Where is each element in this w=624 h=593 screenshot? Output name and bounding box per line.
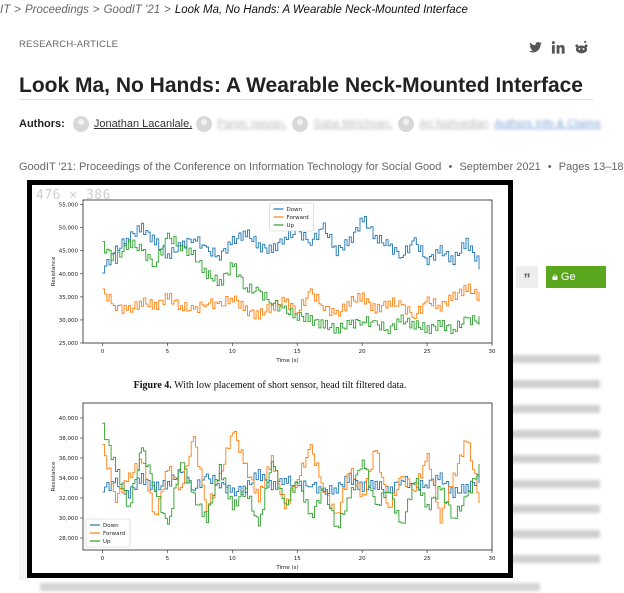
x-tick-label: 15 bbox=[293, 556, 301, 562]
y-tick-label: 35,000 bbox=[58, 294, 78, 301]
avatar bbox=[292, 116, 308, 132]
x-tick-label: 0 bbox=[100, 556, 105, 562]
y-tick-label: 32,000 bbox=[58, 496, 78, 502]
x-tick-label: 20 bbox=[358, 556, 366, 562]
legend-label-up: Up bbox=[103, 539, 111, 545]
breadcrumb-item-it[interactable]: IT bbox=[0, 4, 11, 16]
y-tick-label: 38,000 bbox=[58, 436, 78, 442]
y-axis-label: Resistance bbox=[51, 461, 57, 492]
screenshot-overlay bbox=[27, 180, 513, 578]
author-link[interactable]: Ari Nahvedian bbox=[419, 118, 489, 130]
y-tick-label: 30,000 bbox=[58, 516, 78, 522]
breadcrumb-item-goodit[interactable]: GoodIT '21 bbox=[103, 4, 161, 16]
figure-caption bbox=[32, 380, 508, 391]
publication-date: September 2021 bbox=[459, 161, 541, 173]
page-title: Look Ma, No Hands: A Wearable Neck-Mounted Interface bbox=[19, 74, 583, 98]
figure-caption-text: With low placement of short sensor, head tilt filtered data. bbox=[174, 380, 407, 391]
y-tick-label: 50,000 bbox=[58, 225, 78, 232]
lock-icon: 🔒︎ bbox=[552, 271, 558, 283]
x-tick-label: 10 bbox=[228, 556, 236, 562]
venue-link[interactable]: GoodIT '21: Proceedings of the Conference on Information Technology for Social Good bbox=[19, 161, 442, 173]
get-access-label: Ge bbox=[560, 271, 576, 283]
linkedin-icon[interactable] bbox=[551, 40, 566, 55]
divider bbox=[19, 99, 593, 100]
breadcrumb-current: Look Ma, No Hands: A Wearable Neck-Mounted Interface bbox=[174, 4, 468, 16]
authors-label: Authors: bbox=[19, 118, 65, 130]
author-link[interactable]: Saba Mirichvan, bbox=[313, 118, 393, 130]
article-type-label: RESEARCH-ARTICLE bbox=[19, 39, 119, 50]
y-tick-label: 40,000 bbox=[58, 271, 78, 278]
authors-info-link[interactable]: Authors Info & Claims bbox=[494, 118, 601, 130]
y-axis-label: Resistance bbox=[51, 256, 57, 287]
x-tick-label: 30 bbox=[488, 556, 496, 562]
breadcrumb-separator: > bbox=[164, 4, 171, 16]
x-tick-label: 15 bbox=[293, 349, 301, 355]
avatar bbox=[196, 116, 212, 132]
chart-figure-5 bbox=[32, 395, 508, 573]
breadcrumb-separator: > bbox=[14, 4, 21, 16]
legend-label-down: Down bbox=[103, 523, 119, 529]
x-tick-label: 10 bbox=[228, 349, 236, 355]
figure-preview bbox=[32, 185, 508, 573]
y-tick-label: 34,000 bbox=[58, 476, 78, 482]
cite-button[interactable]: ” bbox=[516, 266, 538, 288]
bullet: • bbox=[448, 161, 453, 173]
y-tick-label: 28,000 bbox=[58, 536, 78, 542]
legend-label-forward: Forward bbox=[103, 531, 126, 537]
avatar bbox=[73, 116, 89, 132]
avatar bbox=[398, 116, 414, 132]
x-tick-label: 0 bbox=[100, 349, 105, 355]
plot-area bbox=[83, 403, 492, 550]
x-axis-label: Time (s) bbox=[276, 565, 299, 571]
y-tick-label: 55,000 bbox=[58, 202, 78, 209]
x-axis-label: Time (s) bbox=[276, 358, 299, 364]
x-tick-label: 5 bbox=[165, 556, 170, 562]
chart-figure-4 bbox=[32, 185, 508, 375]
y-tick-label: 36,000 bbox=[58, 456, 78, 462]
dimension-label: 476 × 386 bbox=[36, 188, 111, 203]
legend-label-down: Down bbox=[286, 207, 303, 213]
author-link[interactable]: Jonathan Lacanlale, bbox=[93, 118, 193, 130]
publication-info bbox=[19, 161, 624, 173]
reddit-icon[interactable] bbox=[574, 40, 589, 55]
abstract-text-blurred bbox=[40, 583, 540, 591]
get-access-button[interactable] bbox=[546, 266, 606, 288]
x-tick-label: 20 bbox=[358, 349, 366, 355]
x-tick-label: 5 bbox=[165, 349, 170, 355]
x-tick-label: 25 bbox=[423, 556, 431, 562]
page-range: Pages 13–18 bbox=[558, 161, 624, 173]
figure-caption-label: Figure 4. bbox=[133, 380, 172, 391]
abstract-text-blurred bbox=[510, 355, 600, 580]
y-tick-label: 40,000 bbox=[58, 416, 78, 422]
breadcrumb-separator: > bbox=[92, 4, 100, 16]
x-tick-label: 30 bbox=[488, 349, 496, 355]
share-bar bbox=[528, 40, 589, 55]
twitter-icon[interactable] bbox=[528, 40, 543, 55]
x-tick-label: 25 bbox=[423, 349, 431, 355]
legend-label-up: Up bbox=[286, 223, 295, 229]
breadcrumb bbox=[0, 4, 468, 16]
y-tick-label: 45,000 bbox=[58, 248, 78, 255]
y-tick-label: 25,000 bbox=[58, 341, 78, 347]
bullet: • bbox=[547, 161, 552, 173]
breadcrumb-item-proceedings[interactable]: Proceedings bbox=[24, 4, 89, 16]
legend-label-forward: Forward bbox=[286, 215, 309, 221]
authors-line bbox=[19, 116, 601, 132]
author-link[interactable]: Parvic Isevan, bbox=[217, 118, 287, 130]
y-tick-label: 30,000 bbox=[58, 317, 78, 324]
